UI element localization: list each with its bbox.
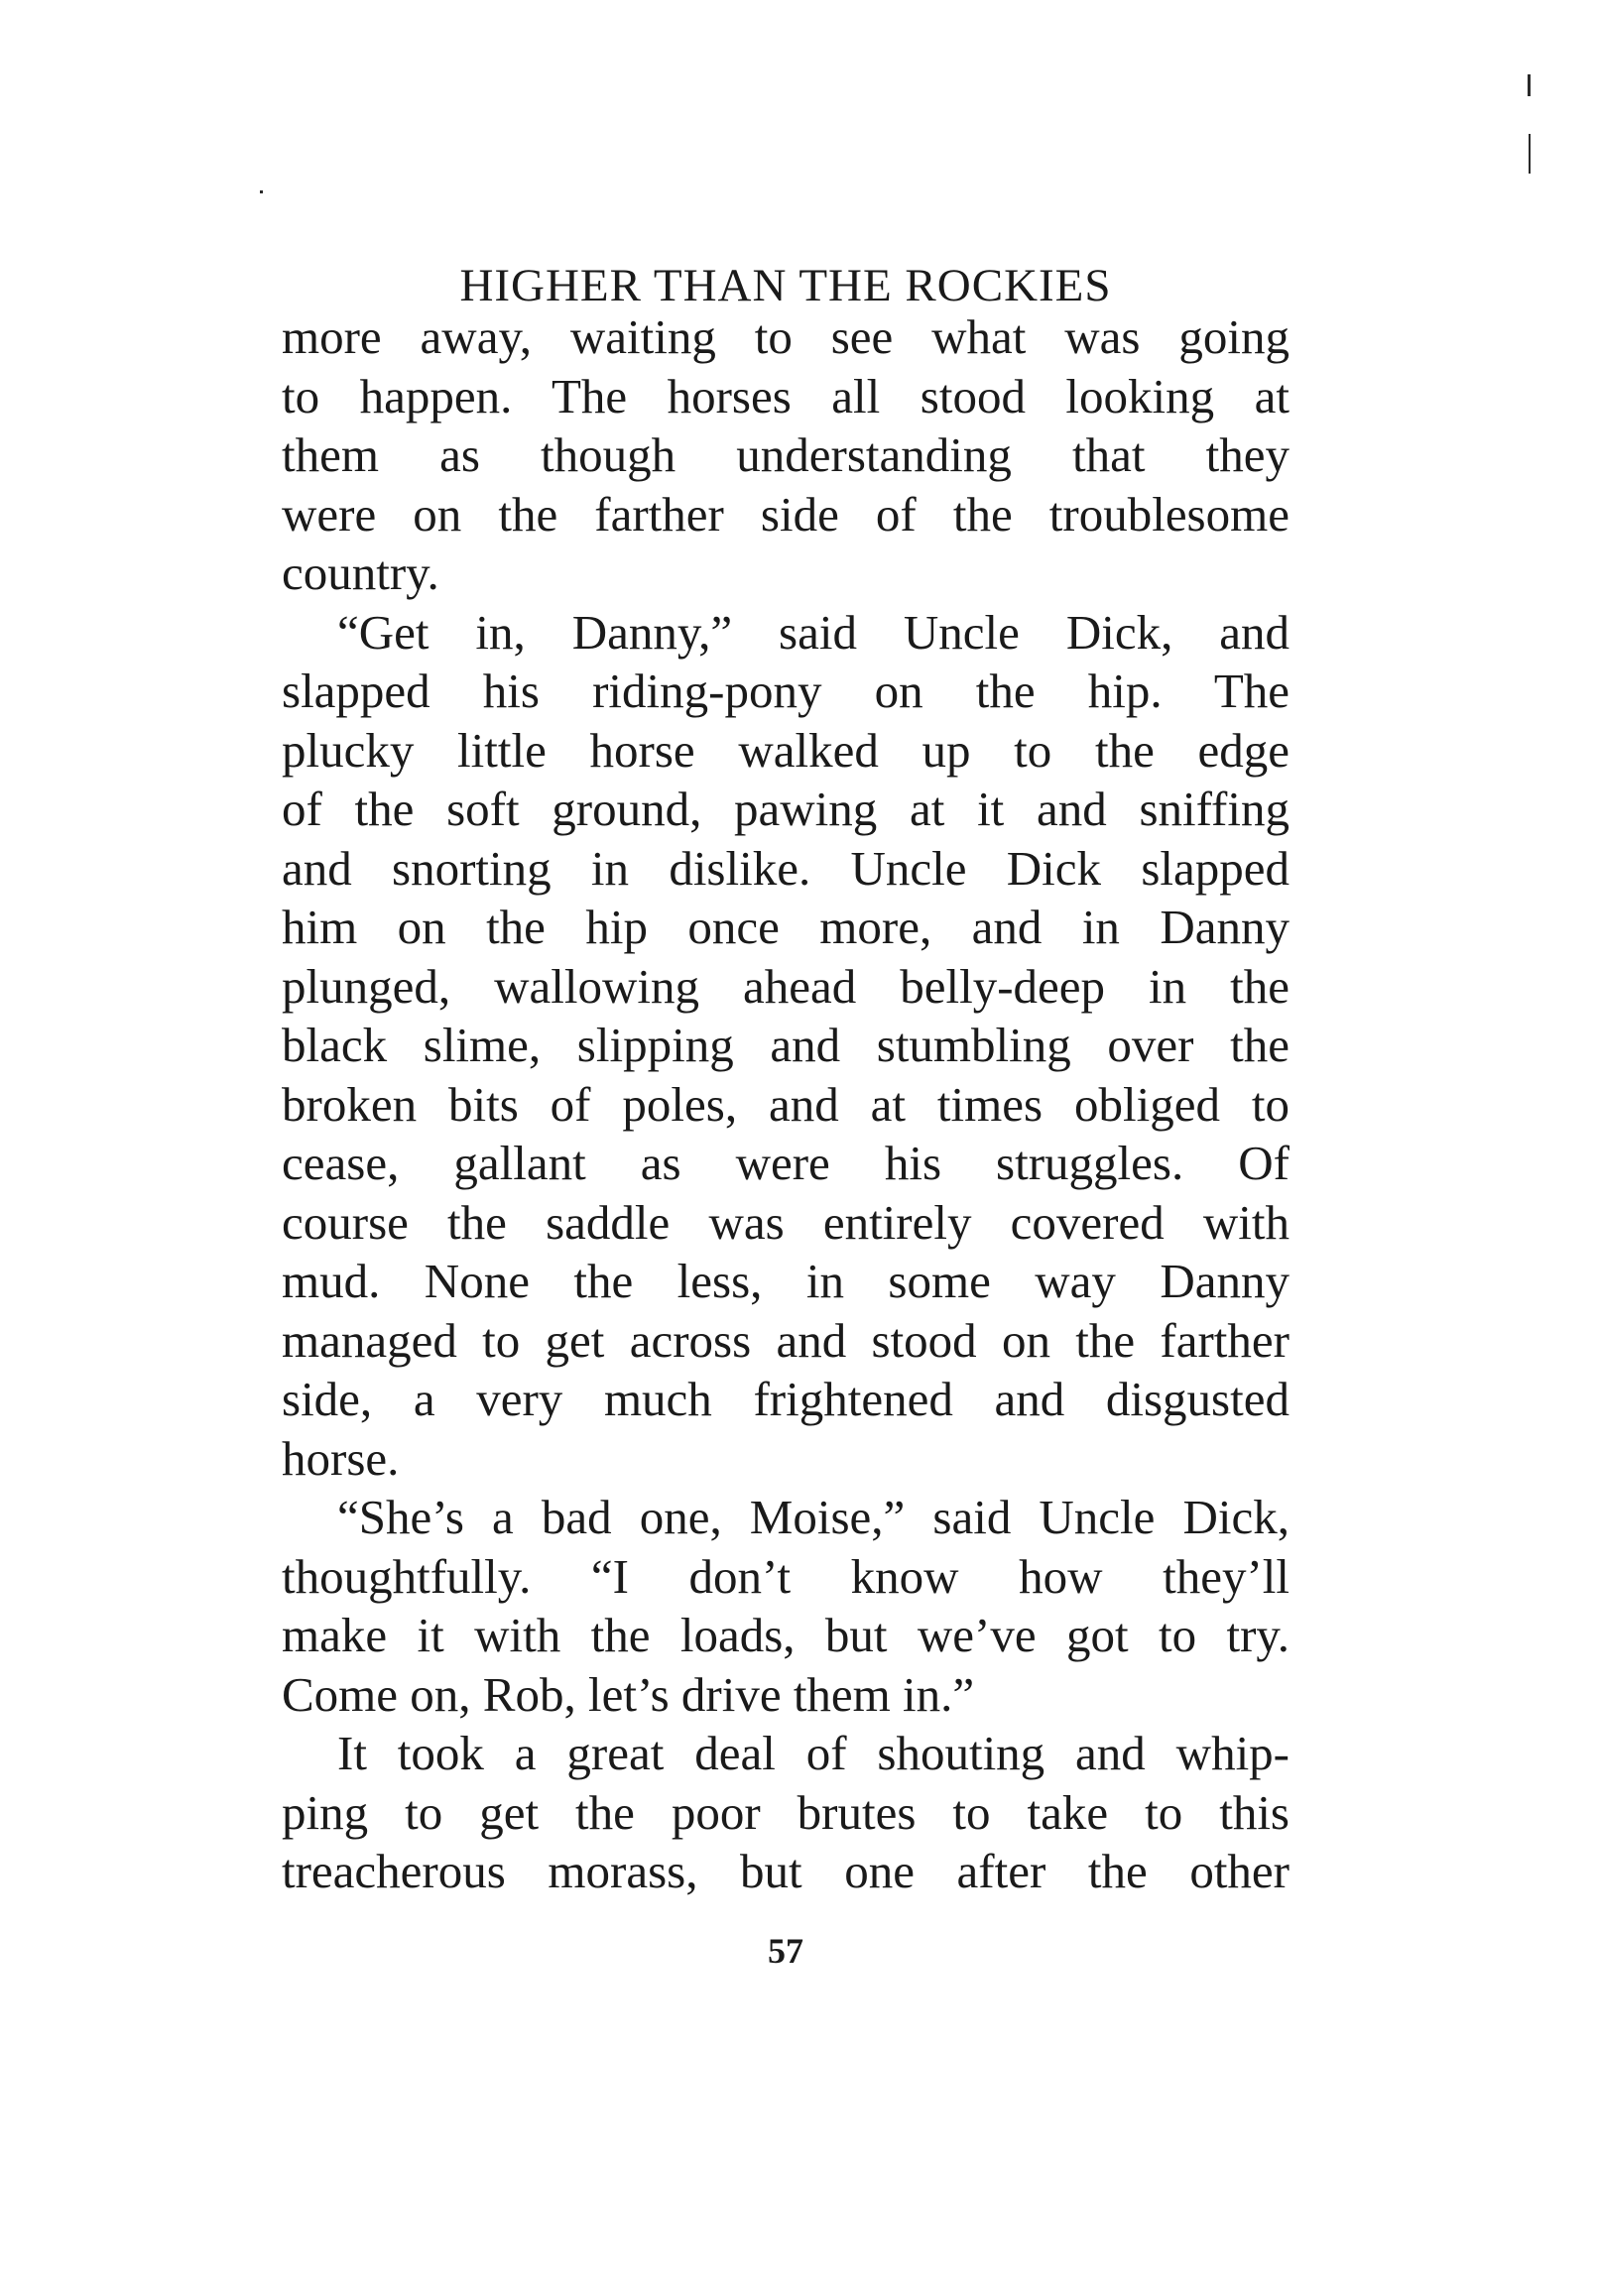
text-line: thoughtfully. “I don’t know how they’ll — [282, 1548, 1290, 1604]
body-text — [282, 307, 1290, 1901]
text-line: cease, gallant as were his struggles. Of — [282, 1136, 1290, 1190]
text-line: horse. — [282, 1430, 400, 1486]
text-line: “She’s a bad one, Moise,” said Uncle Dick, — [337, 1490, 1290, 1544]
text-line: to happen. The horses all stood looking at — [282, 368, 1290, 423]
text-line: side, a very much frightened and disgusted — [282, 1372, 1290, 1426]
running-head: HIGHER THAN THE ROCKIES — [459, 260, 1112, 311]
text-line: black slime, slipping and stumbling over the — [282, 1018, 1290, 1072]
text-line: plunged, wallowing ahead belly-deep in the — [282, 958, 1290, 1014]
text-line: them as though understanding that they — [282, 427, 1290, 482]
margin-mark — [1529, 134, 1531, 174]
text-line: plucky little horse walked up to the edge — [282, 722, 1290, 778]
paragraph — [282, 603, 1290, 1489]
text-line: broken bits of poles, and at times obliged to — [282, 1076, 1290, 1132]
paragraph — [282, 1488, 1290, 1724]
margin-mark — [1528, 74, 1531, 96]
page-number: 57 — [768, 1931, 803, 1971]
text-line: country. — [282, 545, 439, 600]
margin-mark — [260, 190, 263, 193]
text-line: treacherous morass, but one after the other — [282, 1844, 1290, 1898]
text-line: ping to get the poor brutes to take to this — [282, 1784, 1290, 1840]
text-line: mud. None the less, in some way Danny — [282, 1254, 1290, 1308]
text-line: more away, waiting to see what was going — [282, 309, 1290, 364]
text-line: were on the farther side of the troublesome — [282, 486, 1290, 542]
text-line: and snorting in dislike. Uncle Dick slapped — [282, 840, 1290, 896]
text-line: make it with the loads, but we’ve got to try. — [282, 1608, 1290, 1662]
text-line: him on the hip once more, and in Danny — [282, 900, 1290, 954]
text-line: managed to get across and stood on the farther — [282, 1312, 1290, 1368]
text-line: slapped his riding-pony on the hip. The — [282, 664, 1290, 718]
text-line: It took a great deal of shouting and whip- — [337, 1726, 1290, 1780]
text-line: Come on, Rob, let’s drive them in.” — [282, 1666, 975, 1722]
text-line: course the saddle was entirely covered with — [282, 1194, 1290, 1250]
text-line: “Get in, Danny,” said Uncle Dick, and — [337, 604, 1290, 660]
paragraph — [282, 307, 1290, 603]
text-line: of the soft ground, pawing at it and sniffing — [282, 782, 1290, 836]
paragraph — [282, 1724, 1290, 1901]
